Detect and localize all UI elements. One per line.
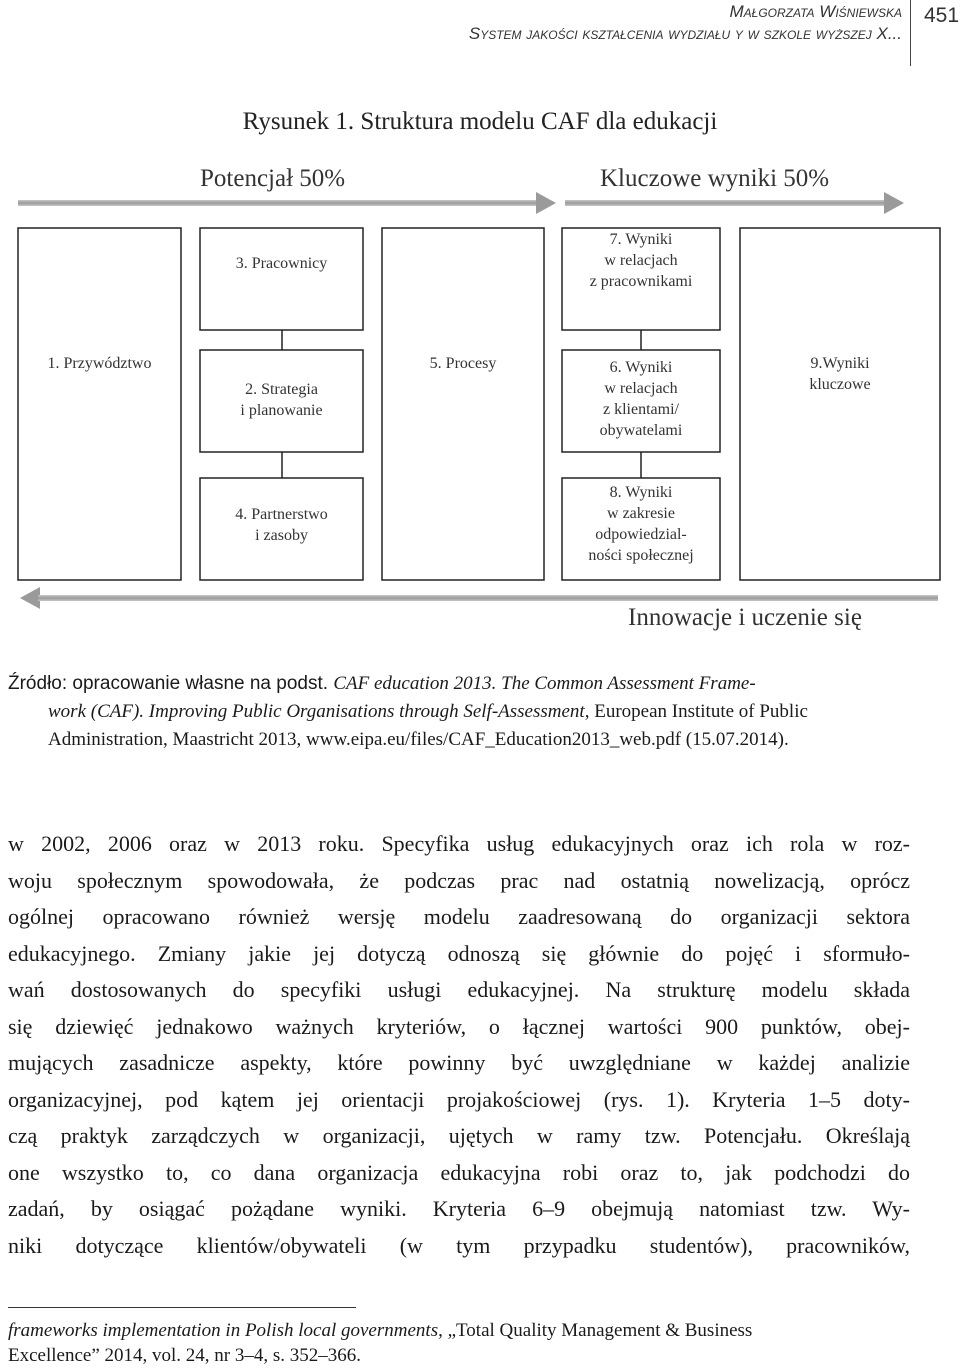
body-line: mujących zasadnicze aspekty, które powinny być uwzględniane w każdej analizie bbox=[8, 1050, 910, 1075]
body-line: w 2002, 2006 oraz w 2013 roku. Specyfika usług edukacyjnych oraz ich rola w roz- bbox=[8, 831, 910, 856]
body-line: edukacyjnego. Zmiany jakie jej dotyczą odnoszą się głównie do pojęć i sformuło- bbox=[8, 940, 910, 966]
box-5-label: 5. Procesy bbox=[429, 355, 497, 372]
diagram-shapes bbox=[0, 160, 960, 640]
page-header bbox=[0, 0, 960, 70]
body-paragraph bbox=[8, 826, 910, 1264]
body-line: czą praktyk zarządczych w organizacji, ujętych w ramy tzw. Potencjału. Określają bbox=[8, 1123, 910, 1148]
box-8-label: 8. Wyniki w zakresie odpowiedzial- ności społecznej bbox=[588, 484, 694, 564]
potencjal-label: Potencjał 50% bbox=[200, 165, 346, 192]
source-italic-title: CAF education 2013. The Common Assessment Frame- bbox=[333, 673, 756, 694]
running-head-title: System jakości kształcenia wydziału y w szkole wyższej X... bbox=[468, 24, 902, 43]
body-line: woju społecznym spowodowała, że podczas prac nad ostatnią nowelizacją, oprócz bbox=[8, 867, 910, 893]
box-3 bbox=[200, 228, 363, 330]
body-line: zadań, by osiągać pożądane wyniki. Kryteria 6–9 obejmują natomiast tzw. Wy- bbox=[8, 1196, 910, 1221]
body-line: one wszystko to, co dana organizacja edukacyjna robi oraz to, jak podchodzi do bbox=[8, 1159, 910, 1185]
body-line: się dziewięć jednakowo ważnych kryteriów, o łącznej wartości 900 punktów, obej- bbox=[8, 1013, 910, 1039]
box-3-label: 3. Pracownicy bbox=[235, 255, 328, 272]
wyniki-arrow bbox=[565, 192, 904, 214]
source-url-line: Administration, Maastricht 2013, www.eipa.eu/files/CAF_Education2013_web.pdf (15.07.2014). bbox=[48, 729, 789, 750]
body-line: niki dotyczące klientów/obywateli (w tym przypadku studentów), pracowników, bbox=[8, 1232, 910, 1258]
running-head-author: Małgorzata Wiśniewska bbox=[729, 2, 902, 21]
box-1-label: 1. Przywództwo bbox=[47, 355, 152, 372]
footnote-italic: frameworks implementation in Polish local governments bbox=[8, 1320, 439, 1341]
body-line: wań dostosowanych do specyfiki usługi edukacyjnej. Na strukturę modelu składa bbox=[8, 977, 910, 1002]
source-prefix: Źródło: opracowanie własne na podst. bbox=[8, 673, 329, 694]
body-line: ogólnej opracowano również wersję modelu zaadresowaną do organizacji sektora bbox=[8, 904, 910, 929]
box-9-label: 9.Wyniki kluczowe bbox=[809, 355, 871, 393]
box-9 bbox=[740, 228, 940, 580]
potencjal-arrow bbox=[18, 192, 556, 214]
footnote bbox=[8, 1318, 910, 1368]
box-6-label: 6. Wyniki w relacjach z klientami/ obywatelami bbox=[599, 359, 683, 439]
page-number: 451 bbox=[924, 4, 960, 27]
box-5 bbox=[382, 228, 544, 580]
footnote-roman: , „Total Quality Management & Business bbox=[438, 1320, 753, 1341]
source-italic-title-2: work (CAF). Improving Public Organisations through Self-Assessment bbox=[48, 701, 585, 722]
footnote-rule bbox=[8, 1307, 356, 1308]
box-7-label: 7. Wyniki w relacjach z pracownikami bbox=[589, 231, 693, 290]
figure-caption: Rysunek 1. Struktura modelu CAF dla edukacji bbox=[242, 108, 718, 135]
source-publisher: , European Institute of Public bbox=[584, 701, 808, 722]
footnote-line-2: Excellence” 2014, vol. 24, nr 3–4, s. 352–366. bbox=[8, 1345, 362, 1366]
figure-source bbox=[8, 670, 908, 754]
box-1 bbox=[18, 228, 181, 580]
box-4-label: 4. Partnerstwo i zasoby bbox=[235, 506, 328, 544]
innowacje-label: Innowacje i uczenie się bbox=[628, 604, 862, 631]
wyniki-label: Kluczowe wyniki 50% bbox=[600, 165, 830, 192]
body-line: organizacyjnej, pod kątem jej orientacji projakościowej (rys. 1). Kryteria 1–5 doty- bbox=[8, 1086, 910, 1112]
header-divider bbox=[910, 0, 911, 66]
caf-model-diagram bbox=[0, 160, 960, 640]
box-2-label: 2. Strategia i planowanie bbox=[240, 381, 323, 419]
